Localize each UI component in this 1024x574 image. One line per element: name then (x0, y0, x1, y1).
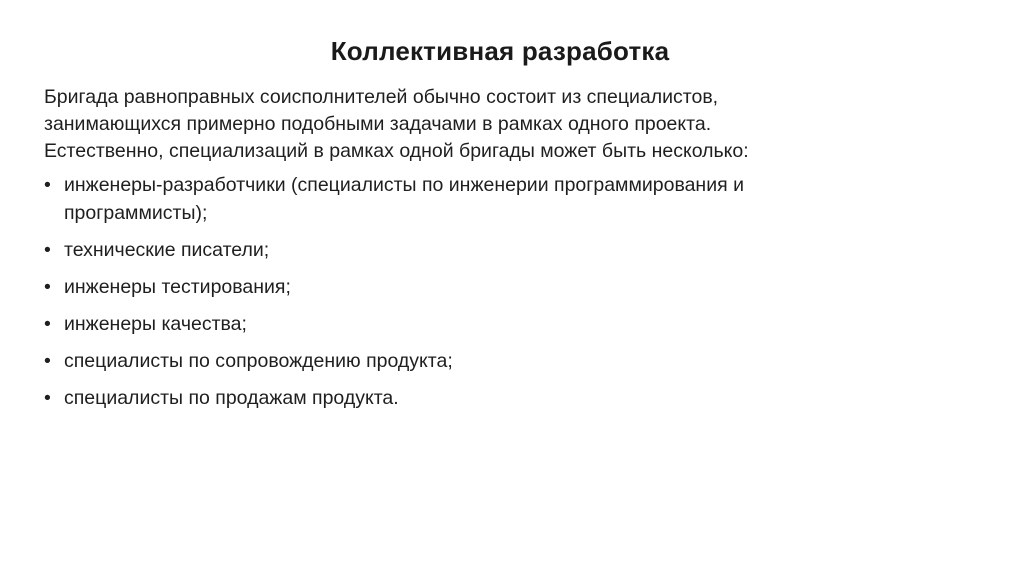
intro-line: Естественно, специализаций в рамках одной бригады может быть несколько: (44, 140, 749, 162)
list-item-text (64, 384, 944, 412)
list-item (44, 171, 944, 227)
list-item-text (64, 236, 944, 264)
list-item-line: специалисты по сопровождению продукта; (64, 350, 453, 372)
intro-paragraph (44, 84, 944, 165)
list-item-text (64, 310, 944, 338)
bullet-icon: • (44, 174, 51, 196)
bullet-icon: • (44, 313, 51, 335)
slide-content (44, 84, 944, 421)
intro-line: занимающихся примерно подобными задачами в рамках одного проекта. (44, 113, 712, 135)
specialization-list (44, 171, 944, 412)
list-item-text (64, 171, 944, 227)
bullet-icon: • (44, 239, 51, 261)
list-item-line: инженеры качества; (64, 313, 247, 335)
list-item-line: программисты); (64, 202, 208, 224)
intro-line: Бригада равноправных соисполнителей обычно состоит из специалистов, (44, 86, 719, 108)
slide-title: Коллективная разработка (330, 36, 670, 66)
list-item-line: инженеры тестирования; (64, 276, 291, 298)
list-item (44, 347, 944, 375)
list-item-line: специалисты по продажам продукта. (64, 387, 399, 409)
list-item-line: инженеры-разработчики (специалисты по инженерии программирования и (64, 174, 744, 196)
bullet-icon: • (44, 387, 51, 409)
bullet-icon: • (44, 350, 51, 372)
bullet-icon: • (44, 276, 51, 298)
list-item (44, 273, 944, 301)
list-item-text (64, 347, 944, 375)
list-item-line: технические писатели; (64, 239, 270, 261)
list-item (44, 310, 944, 338)
list-item (44, 384, 944, 412)
list-item (44, 236, 944, 264)
list-item-text (64, 273, 944, 301)
